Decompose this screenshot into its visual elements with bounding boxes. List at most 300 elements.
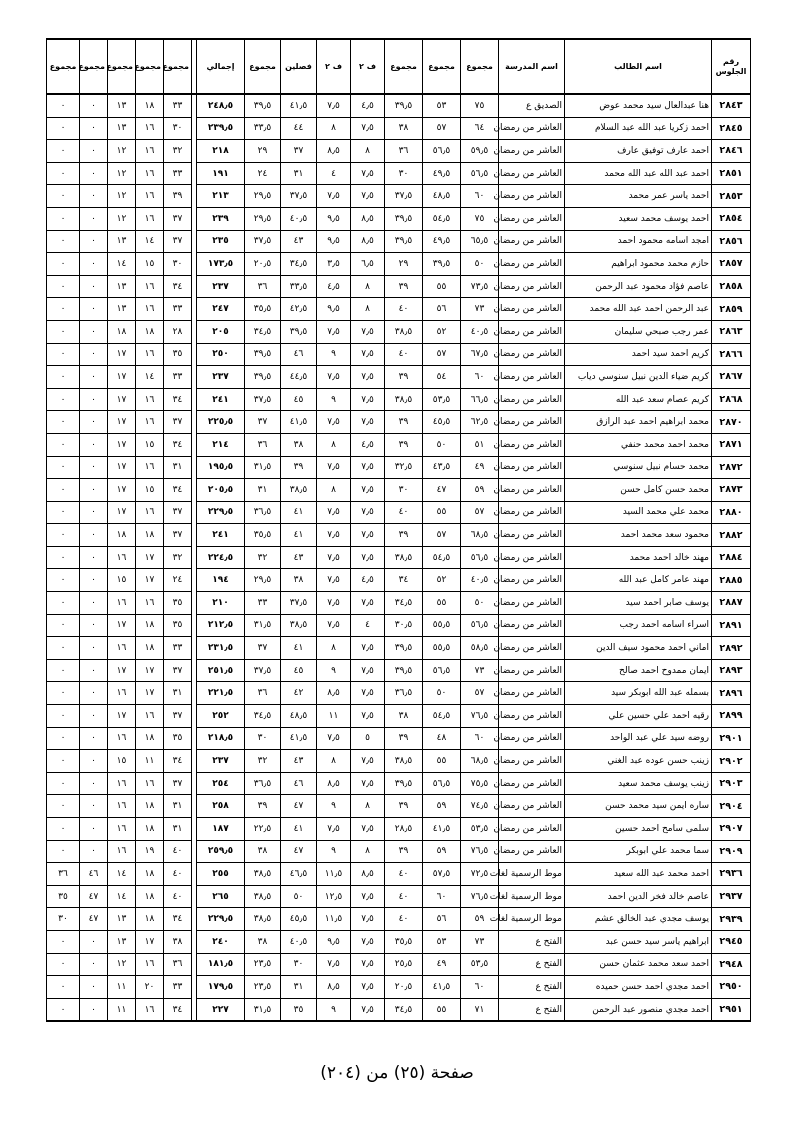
term2-a-cell: ٨ bbox=[351, 298, 385, 321]
total-9-cell: ٠ bbox=[47, 614, 80, 637]
student-name-cell: رقيه احمد علي حسين علي bbox=[565, 705, 712, 728]
total-1-cell: ٧٥ bbox=[461, 207, 499, 230]
table-row bbox=[47, 456, 751, 479]
total-2-cell: ٥٤٫٥ bbox=[423, 546, 461, 569]
separator-cell bbox=[192, 546, 197, 569]
total-6-cell: ١٦ bbox=[136, 501, 164, 524]
total-4-cell: ٢٤ bbox=[245, 162, 281, 185]
grand-total-cell: ٢٣٧ bbox=[197, 366, 245, 389]
grand-total-cell: ٢٢٤٫٥ bbox=[197, 546, 245, 569]
total-4-cell: ٢٣٫٥ bbox=[245, 953, 281, 976]
total-2-cell: ٥٥ bbox=[423, 501, 461, 524]
two-terms-cell: ٤٥ bbox=[281, 388, 317, 411]
term2-b-cell: ٧٫٥ bbox=[317, 501, 351, 524]
total-3-cell: ٣٩٫٥ bbox=[385, 207, 423, 230]
total-3-cell: ٣٩٫٥ bbox=[385, 230, 423, 253]
total-7-cell: ١٦ bbox=[108, 546, 136, 569]
term2-a-cell: ٧٫٥ bbox=[351, 546, 385, 569]
total-5-cell: ٣١ bbox=[164, 456, 192, 479]
separator-cell bbox=[192, 840, 197, 863]
school-name-cell: العاشر من رمضان bbox=[499, 343, 565, 366]
term2-b-cell: ٨٫٥ bbox=[317, 140, 351, 163]
seat-number-cell: ٢٩٠١ bbox=[712, 727, 751, 750]
total-4-cell: ٣٧ bbox=[245, 637, 281, 660]
separator-cell bbox=[192, 162, 197, 185]
separator-cell bbox=[192, 682, 197, 705]
total-5-cell: ٣٤ bbox=[164, 433, 192, 456]
total-1-cell: ٧٥ bbox=[461, 94, 499, 117]
total-4-cell: ٣٧ bbox=[245, 411, 281, 434]
term2-b-cell: ٩٫٥ bbox=[317, 207, 351, 230]
total-5-cell: ٣٧ bbox=[164, 230, 192, 253]
total-9-cell: ٠ bbox=[47, 479, 80, 502]
table-row bbox=[47, 705, 751, 728]
total-7-cell: ١٦ bbox=[108, 592, 136, 615]
total-8-cell: ٠ bbox=[80, 185, 108, 208]
total-8-cell: ٠ bbox=[80, 682, 108, 705]
separator-cell bbox=[192, 275, 197, 298]
student-name-cell: عمر رجب صبحي سليمان bbox=[565, 320, 712, 343]
total-4-cell: ٢٩٫٥ bbox=[245, 207, 281, 230]
term2-b-cell: ٧٫٥ bbox=[317, 818, 351, 841]
separator-cell bbox=[192, 885, 197, 908]
student-name-cell: محمود سعد محمد احمد bbox=[565, 524, 712, 547]
total-2-cell: ٥٥ bbox=[423, 750, 461, 773]
total-5-cell: ٣٠ bbox=[164, 253, 192, 276]
grand-total-cell: ٢٣٩٫٥ bbox=[197, 117, 245, 140]
total-4-cell: ٣٣ bbox=[245, 592, 281, 615]
grand-total-cell: ٢٤٧ bbox=[197, 298, 245, 321]
total-7-cell: ١٦ bbox=[108, 795, 136, 818]
term2-b-cell: ٧٫٥ bbox=[317, 524, 351, 547]
total-5-cell: ٣٣ bbox=[164, 298, 192, 321]
total-2-cell: ٥٧ bbox=[423, 117, 461, 140]
total-7-cell: ١٧ bbox=[108, 388, 136, 411]
total-3-cell: ٣٤٫٥ bbox=[385, 998, 423, 1021]
term2-a-cell: ٤ bbox=[351, 614, 385, 637]
term2-a-cell: ٧٫٥ bbox=[351, 637, 385, 660]
header-total-6: مجموع bbox=[136, 39, 164, 94]
total-6-cell: ١٧ bbox=[136, 682, 164, 705]
two-terms-cell: ٣٧٫٥ bbox=[281, 592, 317, 615]
total-6-cell: ١٨ bbox=[136, 863, 164, 886]
total-3-cell: ٣٩ bbox=[385, 795, 423, 818]
total-7-cell: ١٧ bbox=[108, 659, 136, 682]
total-2-cell: ٥٦٫٥ bbox=[423, 772, 461, 795]
total-7-cell: ١٧ bbox=[108, 366, 136, 389]
table-row bbox=[47, 727, 751, 750]
grand-total-cell: ٢١٣ bbox=[197, 185, 245, 208]
table-row bbox=[47, 569, 751, 592]
table-row bbox=[47, 659, 751, 682]
seat-number-cell: ٢٨٥٣ bbox=[712, 185, 751, 208]
school-name-cell: العاشر من رمضان bbox=[499, 253, 565, 276]
total-5-cell: ٣٧ bbox=[164, 659, 192, 682]
term2-b-cell: ٧٫٥ bbox=[317, 546, 351, 569]
separator-cell bbox=[192, 388, 197, 411]
grand-total-cell: ٢٤١ bbox=[197, 388, 245, 411]
school-name-cell: العاشر من رمضان bbox=[499, 140, 565, 163]
total-8-cell: ٠ bbox=[80, 930, 108, 953]
two-terms-cell: ٤٥ bbox=[281, 659, 317, 682]
total-3-cell: ٣٩ bbox=[385, 411, 423, 434]
total-8-cell: ٤٧ bbox=[80, 885, 108, 908]
school-name-cell: العاشر من رمضان bbox=[499, 275, 565, 298]
term2-b-cell: ٩ bbox=[317, 343, 351, 366]
student-name-cell: ايمان ممدوح احمد صالح bbox=[565, 659, 712, 682]
term2-a-cell: ٨ bbox=[351, 795, 385, 818]
total-5-cell: ٣٢ bbox=[164, 546, 192, 569]
total-2-cell: ٥٤٫٥ bbox=[423, 705, 461, 728]
total-1-cell: ٧١ bbox=[461, 998, 499, 1021]
grand-total-cell: ٢١٤ bbox=[197, 433, 245, 456]
total-6-cell: ١٨ bbox=[136, 320, 164, 343]
two-terms-cell: ٣٧٫٥ bbox=[281, 185, 317, 208]
school-name-cell: الفتح ع bbox=[499, 976, 565, 999]
header-total-4: مجموع bbox=[245, 39, 281, 94]
separator-cell bbox=[192, 230, 197, 253]
school-name-cell: العاشر من رمضان bbox=[499, 524, 565, 547]
total-5-cell: ٢٨ bbox=[164, 320, 192, 343]
term2-b-cell: ٩٫٥ bbox=[317, 930, 351, 953]
total-7-cell: ١٦ bbox=[108, 727, 136, 750]
total-5-cell: ٤٠ bbox=[164, 840, 192, 863]
two-terms-cell: ٥٠ bbox=[281, 885, 317, 908]
term2-b-cell: ٧٫٥ bbox=[317, 614, 351, 637]
table-row bbox=[47, 863, 751, 886]
total-6-cell: ١٦ bbox=[136, 705, 164, 728]
total-9-cell: ٠ bbox=[47, 253, 80, 276]
student-name-cell: احمد سعد محمد عثمان حسن bbox=[565, 953, 712, 976]
total-6-cell: ١٦ bbox=[136, 998, 164, 1021]
table-row bbox=[47, 479, 751, 502]
total-3-cell: ٣٩ bbox=[385, 840, 423, 863]
two-terms-cell: ٤٣ bbox=[281, 230, 317, 253]
total-9-cell: ٠ bbox=[47, 185, 80, 208]
total-4-cell: ٣٢ bbox=[245, 750, 281, 773]
total-9-cell: ٠ bbox=[47, 275, 80, 298]
term2-b-cell: ٣٫٥ bbox=[317, 253, 351, 276]
total-8-cell: ٠ bbox=[80, 253, 108, 276]
total-4-cell: ٣٧٫٥ bbox=[245, 388, 281, 411]
total-6-cell: ١٦ bbox=[136, 185, 164, 208]
two-terms-cell: ٤٦ bbox=[281, 772, 317, 795]
total-7-cell: ١٤ bbox=[108, 885, 136, 908]
seat-number-cell: ٢٩٤٥ bbox=[712, 930, 751, 953]
total-8-cell: ٠ bbox=[80, 162, 108, 185]
total-7-cell: ١٦ bbox=[108, 637, 136, 660]
total-5-cell: ٣٣ bbox=[164, 94, 192, 117]
student-name-cell: احمد ياسر عمر محمد bbox=[565, 185, 712, 208]
total-3-cell: ٣٩ bbox=[385, 433, 423, 456]
total-2-cell: ٥٢ bbox=[423, 320, 461, 343]
student-name-cell: امجد اسامه محمود احمد bbox=[565, 230, 712, 253]
seat-number-cell: ٢٨٥٦ bbox=[712, 230, 751, 253]
grand-total-cell: ١٨٧ bbox=[197, 818, 245, 841]
term2-a-cell: ٧٫٥ bbox=[351, 388, 385, 411]
total-9-cell: ٠ bbox=[47, 818, 80, 841]
school-name-cell: العاشر من رمضان bbox=[499, 705, 565, 728]
total-3-cell: ٣٠٫٥ bbox=[385, 614, 423, 637]
student-name-cell: يوسف مجدي عبد الخالق عشم bbox=[565, 908, 712, 931]
school-name-cell: العاشر من رمضان bbox=[499, 818, 565, 841]
two-terms-cell: ٤٢٫٥ bbox=[281, 298, 317, 321]
total-1-cell: ٧٦٫٥ bbox=[461, 885, 499, 908]
total-6-cell: ١٦ bbox=[136, 953, 164, 976]
term2-a-cell: ٨ bbox=[351, 275, 385, 298]
total-2-cell: ٥٧٫٥ bbox=[423, 863, 461, 886]
seat-number-cell: ٢٨٩١ bbox=[712, 614, 751, 637]
separator-cell bbox=[192, 479, 197, 502]
separator-cell bbox=[192, 930, 197, 953]
total-3-cell: ٣٩ bbox=[385, 366, 423, 389]
total-6-cell: ١٦ bbox=[136, 343, 164, 366]
total-6-cell: ١٨ bbox=[136, 637, 164, 660]
grand-total-cell: ٢٣١٫٥ bbox=[197, 637, 245, 660]
separator-cell bbox=[192, 705, 197, 728]
grand-total-cell: ٢١٠ bbox=[197, 592, 245, 615]
total-6-cell: ١٦ bbox=[136, 117, 164, 140]
term2-a-cell: ٥ bbox=[351, 727, 385, 750]
header-total-2: مجموع bbox=[423, 39, 461, 94]
separator-cell bbox=[192, 908, 197, 931]
separator-cell bbox=[192, 366, 197, 389]
table-row bbox=[47, 840, 751, 863]
total-9-cell: ٠ bbox=[47, 705, 80, 728]
total-9-cell: ٠ bbox=[47, 162, 80, 185]
total-4-cell: ٣٤٫٥ bbox=[245, 705, 281, 728]
term2-b-cell: ٧٫٥ bbox=[317, 569, 351, 592]
table-row bbox=[47, 433, 751, 456]
total-4-cell: ٣٨٫٥ bbox=[245, 885, 281, 908]
total-1-cell: ٥٣٫٥ bbox=[461, 818, 499, 841]
total-7-cell: ١٧ bbox=[108, 501, 136, 524]
header-total-1: مجموع bbox=[461, 39, 499, 94]
term2-a-cell: ٤٫٥ bbox=[351, 433, 385, 456]
total-7-cell: ١٢ bbox=[108, 953, 136, 976]
total-2-cell: ٤٩٫٥ bbox=[423, 162, 461, 185]
total-3-cell: ٣٩٫٥ bbox=[385, 637, 423, 660]
table-row bbox=[47, 637, 751, 660]
total-6-cell: ١٦ bbox=[136, 298, 164, 321]
term2-b-cell: ٩ bbox=[317, 998, 351, 1021]
separator-cell bbox=[192, 818, 197, 841]
total-2-cell: ٦٠ bbox=[423, 885, 461, 908]
table-row bbox=[47, 366, 751, 389]
seat-number-cell: ٢٨٩٢ bbox=[712, 637, 751, 660]
student-name-cell: ابراهيم ياسر سيد حسن عبد bbox=[565, 930, 712, 953]
total-1-cell: ٦٢٫٥ bbox=[461, 411, 499, 434]
two-terms-cell: ٣١ bbox=[281, 976, 317, 999]
total-7-cell: ١٢ bbox=[108, 185, 136, 208]
total-5-cell: ٣٢ bbox=[164, 140, 192, 163]
separator-cell bbox=[192, 750, 197, 773]
separator-cell bbox=[192, 343, 197, 366]
total-5-cell: ٣٨ bbox=[164, 930, 192, 953]
grand-total-cell: ٢٥٠ bbox=[197, 343, 245, 366]
school-name-cell: العاشر من رمضان bbox=[499, 682, 565, 705]
total-6-cell: ١٨ bbox=[136, 524, 164, 547]
total-7-cell: ١١ bbox=[108, 998, 136, 1021]
total-7-cell: ١٧ bbox=[108, 433, 136, 456]
total-6-cell: ١٧ bbox=[136, 569, 164, 592]
total-6-cell: ١٨ bbox=[136, 614, 164, 637]
total-8-cell: ٠ bbox=[80, 795, 108, 818]
table-row bbox=[47, 546, 751, 569]
seat-number-cell: ٢٨٩٦ bbox=[712, 682, 751, 705]
school-name-cell: العاشر من رمضان bbox=[499, 207, 565, 230]
total-5-cell: ٣٩ bbox=[164, 185, 192, 208]
header-seat-number: رقم الجلوس bbox=[712, 39, 751, 94]
separator-cell bbox=[192, 207, 197, 230]
total-4-cell: ٣٦٫٥ bbox=[245, 772, 281, 795]
term2-a-cell: ٧٫٥ bbox=[351, 885, 385, 908]
school-name-cell: الصديق ع bbox=[499, 94, 565, 117]
seat-number-cell: ٢٨٥٨ bbox=[712, 275, 751, 298]
total-7-cell: ١٥ bbox=[108, 569, 136, 592]
term2-a-cell: ٨ bbox=[351, 140, 385, 163]
total-4-cell: ٣٦٫٥ bbox=[245, 501, 281, 524]
term2-a-cell: ٤٫٥ bbox=[351, 569, 385, 592]
total-8-cell: ٠ bbox=[80, 727, 108, 750]
total-8-cell: ٤٦ bbox=[80, 863, 108, 886]
table-row bbox=[47, 298, 751, 321]
seat-number-cell: ٢٨٦٣ bbox=[712, 320, 751, 343]
table-row bbox=[47, 998, 751, 1021]
total-8-cell: ٠ bbox=[80, 524, 108, 547]
total-8-cell: ٠ bbox=[80, 614, 108, 637]
total-3-cell: ٣٥٫٥ bbox=[385, 930, 423, 953]
total-6-cell: ١٥ bbox=[136, 433, 164, 456]
total-1-cell: ٦٥٫٥ bbox=[461, 230, 499, 253]
term2-a-cell: ٧٫٥ bbox=[351, 411, 385, 434]
total-7-cell: ١٧ bbox=[108, 614, 136, 637]
total-5-cell: ٣٣ bbox=[164, 366, 192, 389]
total-3-cell: ٣٤٫٥ bbox=[385, 592, 423, 615]
total-5-cell: ٣١ bbox=[164, 682, 192, 705]
total-2-cell: ٥٦ bbox=[423, 298, 461, 321]
table-row bbox=[47, 140, 751, 163]
student-name-cell: مهند عامر كامل عبد الله bbox=[565, 569, 712, 592]
term2-a-cell: ٧٫٥ bbox=[351, 750, 385, 773]
grand-total-cell: ١٩٥٫٥ bbox=[197, 456, 245, 479]
two-terms-cell: ٤١ bbox=[281, 501, 317, 524]
term2-a-cell: ٧٫٥ bbox=[351, 930, 385, 953]
total-1-cell: ٧٦٫٥ bbox=[461, 840, 499, 863]
two-terms-cell: ٤١ bbox=[281, 637, 317, 660]
header-school-name: اسم المدرسة bbox=[499, 39, 565, 94]
total-9-cell: ٣٥ bbox=[47, 885, 80, 908]
total-8-cell: ٠ bbox=[80, 818, 108, 841]
term2-b-cell: ٩ bbox=[317, 795, 351, 818]
total-4-cell: ٣٤٫٥ bbox=[245, 320, 281, 343]
total-8-cell: ٠ bbox=[80, 207, 108, 230]
total-2-cell: ٥٥ bbox=[423, 592, 461, 615]
two-terms-cell: ٤٤ bbox=[281, 117, 317, 140]
header-term2-b: ف ٢ bbox=[317, 39, 351, 94]
term2-b-cell: ٧٫٥ bbox=[317, 592, 351, 615]
table-row bbox=[47, 501, 751, 524]
school-name-cell: العاشر من رمضان bbox=[499, 727, 565, 750]
term2-a-cell: ٧٫٥ bbox=[351, 117, 385, 140]
table-row bbox=[47, 207, 751, 230]
total-8-cell: ٠ bbox=[80, 433, 108, 456]
total-4-cell: ٣٦ bbox=[245, 433, 281, 456]
table-row bbox=[47, 524, 751, 547]
separator-cell bbox=[192, 727, 197, 750]
total-6-cell: ١١ bbox=[136, 750, 164, 773]
total-5-cell: ٣١ bbox=[164, 795, 192, 818]
total-2-cell: ٥٦٫٥ bbox=[423, 140, 461, 163]
total-3-cell: ٣٩ bbox=[385, 524, 423, 547]
term2-b-cell: ٨ bbox=[317, 637, 351, 660]
two-terms-cell: ٤٥٫٥ bbox=[281, 908, 317, 931]
seat-number-cell: ٢٩٣٧ bbox=[712, 885, 751, 908]
total-5-cell: ٣٣ bbox=[164, 976, 192, 999]
term2-b-cell: ٧٫٥ bbox=[317, 366, 351, 389]
separator-cell bbox=[192, 569, 197, 592]
term2-a-cell: ٧٫٥ bbox=[351, 320, 385, 343]
term2-a-cell: ٨٫٥ bbox=[351, 207, 385, 230]
term2-b-cell: ٧٫٥ bbox=[317, 320, 351, 343]
total-7-cell: ١٦ bbox=[108, 772, 136, 795]
total-3-cell: ٣٧٫٥ bbox=[385, 185, 423, 208]
total-7-cell: ١٦ bbox=[108, 682, 136, 705]
table-row bbox=[47, 320, 751, 343]
two-terms-cell: ٣٣٫٥ bbox=[281, 275, 317, 298]
total-3-cell: ٣٨٫٥ bbox=[385, 546, 423, 569]
total-3-cell: ٣٩ bbox=[385, 275, 423, 298]
total-9-cell: ٠ bbox=[47, 94, 80, 117]
school-name-cell: العاشر من رمضان bbox=[499, 456, 565, 479]
total-6-cell: ١٥ bbox=[136, 479, 164, 502]
term2-b-cell: ٤ bbox=[317, 162, 351, 185]
school-name-cell: العاشر من رمضان bbox=[499, 162, 565, 185]
total-8-cell: ٠ bbox=[80, 750, 108, 773]
total-5-cell: ٣٧ bbox=[164, 501, 192, 524]
total-8-cell: ٠ bbox=[80, 705, 108, 728]
two-terms-cell: ٤٠٫٥ bbox=[281, 207, 317, 230]
total-2-cell: ٥٥٫٥ bbox=[423, 637, 461, 660]
total-9-cell: ٠ bbox=[47, 524, 80, 547]
term2-a-cell: ٧٫٥ bbox=[351, 682, 385, 705]
school-name-cell: العاشر من رمضان bbox=[499, 298, 565, 321]
total-8-cell: ٠ bbox=[80, 953, 108, 976]
two-terms-cell: ٤٢ bbox=[281, 682, 317, 705]
total-4-cell: ٣٨ bbox=[245, 930, 281, 953]
term2-a-cell: ٨ bbox=[351, 840, 385, 863]
total-5-cell: ٣٧ bbox=[164, 207, 192, 230]
total-5-cell: ٢٤ bbox=[164, 569, 192, 592]
total-2-cell: ٤١٫٥ bbox=[423, 818, 461, 841]
student-name-cell: احمد محمد عبد الله سعيد bbox=[565, 863, 712, 886]
total-1-cell: ٧٣ bbox=[461, 930, 499, 953]
total-9-cell: ٠ bbox=[47, 411, 80, 434]
two-terms-cell: ٣٨ bbox=[281, 569, 317, 592]
seat-number-cell: ٢٨٩٣ bbox=[712, 659, 751, 682]
grand-total-cell: ١٧٩٫٥ bbox=[197, 976, 245, 999]
total-6-cell: ١٧ bbox=[136, 659, 164, 682]
total-3-cell: ٣٠ bbox=[385, 162, 423, 185]
total-4-cell: ٣٥٫٥ bbox=[245, 298, 281, 321]
term2-b-cell: ٨٫٥ bbox=[317, 682, 351, 705]
header-two-terms: فصلين bbox=[281, 39, 317, 94]
total-8-cell: ٠ bbox=[80, 501, 108, 524]
school-name-cell: العاشر من رمضان bbox=[499, 614, 565, 637]
two-terms-cell: ٤٧ bbox=[281, 795, 317, 818]
student-name-cell: زينب حسن عوده عبد الغني bbox=[565, 750, 712, 773]
total-5-cell: ٣٧ bbox=[164, 705, 192, 728]
